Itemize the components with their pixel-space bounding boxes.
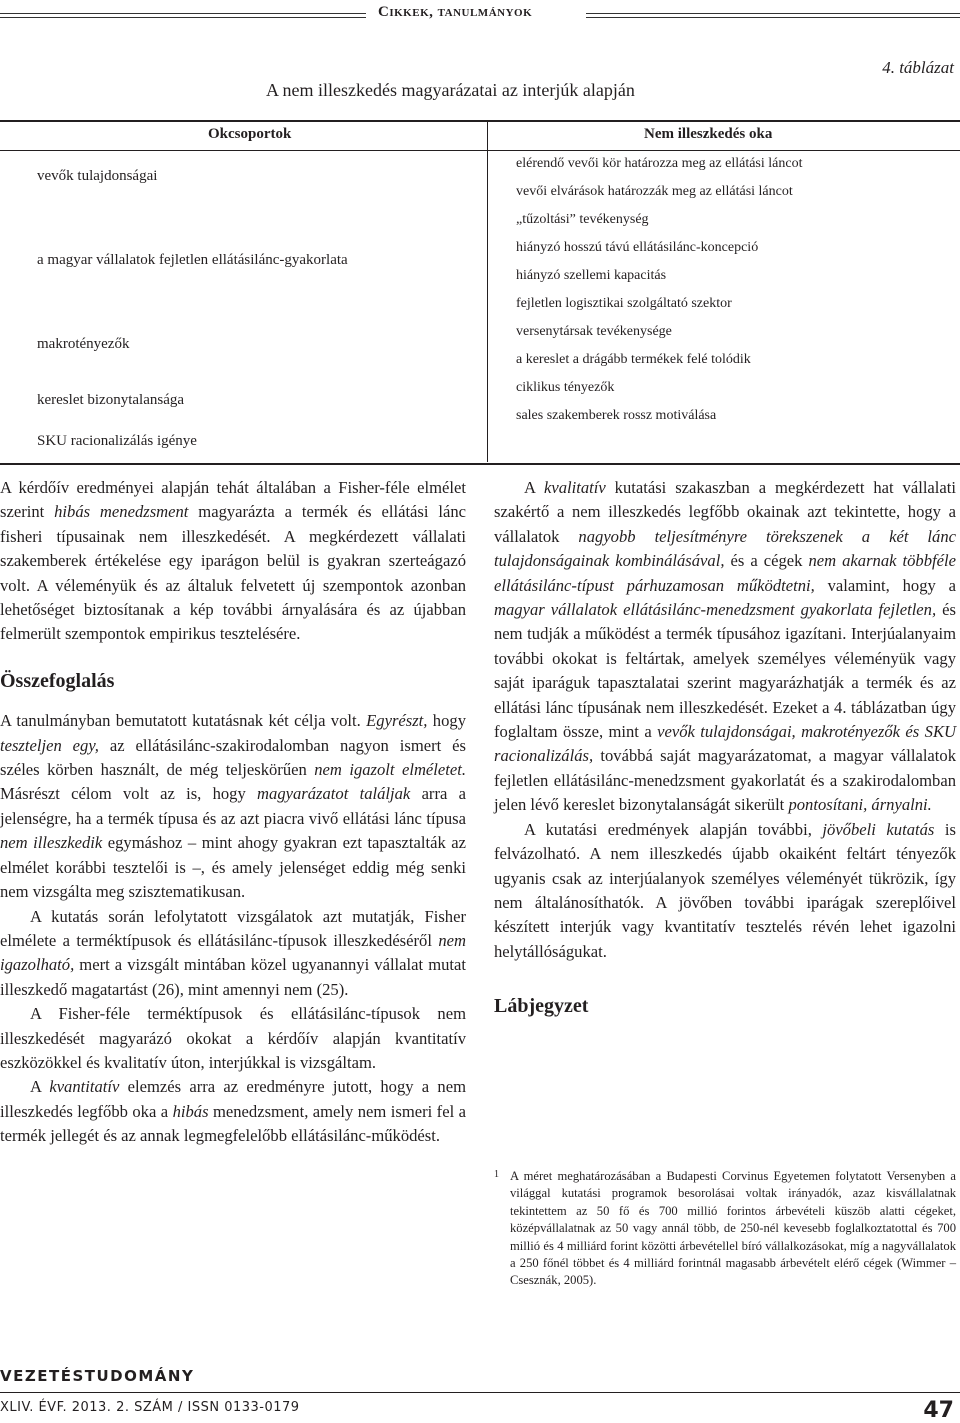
group-cell: vevők tulajdonságai [37, 168, 158, 184]
section-title: Cikkek, tanulmányok [378, 4, 533, 20]
table-label: 4. táblázat [882, 58, 954, 77]
emphasis: jövőbeli kutatás [822, 819, 935, 839]
table-header-rule [0, 150, 960, 151]
emphasis: nem illeszkedik [0, 833, 103, 853]
paragraph: A kvalitatív kutatási szakaszban a megkérdezett hat vállalati szakértő a nem illeszkedés legfőbb okainak azt tekintette, hogy a vállalatok nagyobb teljesítményre törekszenek a két lánc tulajdonságainak kombinálásával, és a cégek nem akarnak többféle ellátásilánc-típust párhuzamosan működtetni, valamint, hogy a magyar vállalatok ellátásilánc-menedzsment gyakorlata fejletlen, és nem tudják a működést a termék típusához igazítani. Interjúalanyaim további okokat is feltártak, amelyek személyes véleményük vagy saját iparáguk tapasztalatai szerint magyarázhatják a termék és az ellátási lánc típusának nem illeszkedését. Ezeket a 4. táblázatban úgy foglaltam össze, mint a vevők tulajdonságai, makrotényezők és SKU racionalizálás, továbbá saját magyarázatomat, a magyar vállalatok fejletlen ellátásilánc-menedzsment gyakorlatát és a szakirodalomban jelen lévő kereslet bizonytalanságát sikerült pontosítani, árnyalni. [494, 478, 956, 815]
reason-cell: „tűzoltási” tevékenység [516, 212, 649, 227]
paragraph: A kvantitatív elemzés arra az eredményre jutott, hogy a nem illeszkedés legfőbb oka a hibás menedzsment, amely nem ismeri fel a termék jellegét és az annak legmegfelelőbb ellátásilánc-működést. [0, 1077, 466, 1146]
group-cell: makrotényezők [37, 336, 130, 352]
col-header-groups: Okcsoportok [208, 126, 292, 142]
emphasis: nagyobb teljesítményre törekszenek a két lánc tulajdonságainak kombinálásával, [494, 526, 956, 571]
left-column [0, 476, 466, 1149]
table-bottom-rule [0, 463, 960, 465]
table-title: A nem illeszkedés magyarázatai az interjúk alapján [266, 80, 635, 100]
emphasis: hibás [172, 1101, 209, 1121]
group-cell: SKU racionalizálás igénye [37, 433, 197, 449]
issue-info: XLIV. ÉVF. 2013. 2. SZÁM / ISSN 0133-0179 [0, 1400, 300, 1415]
header-rule-right [586, 13, 960, 18]
emphasis: nem akarnak többféle ellátásilánc-típust párhuzamosan működtetni, [494, 551, 956, 595]
reason-cell: vevői elvárások határozzák meg az ellátási láncot [516, 184, 793, 199]
reason-cell: a kereslet a drágább termékek felé tolódik [516, 352, 751, 367]
paragraph: A kutatás során lefolytatott vizsgálatok azt mutatják, Fisher elmélete a terméktípusok és ellátásilánc-típusok illeszkedéséről nem igazolható, mert a vizsgált mintában közel ugyanannyi vállalat mutat illeszkedő magatartást (26), mint amennyi nem (25). [0, 906, 466, 999]
group-cell: a magyar vállalatok fejletlen ellátásilánc-gyakorlata [37, 252, 348, 268]
reason-cell: hiányzó szellemi kapacitás [516, 268, 667, 283]
emphasis: kvantitatív [49, 1077, 120, 1097]
emphasis: magyar vállalatok ellátásilánc-menedzsment gyakorlata fejletlen, [494, 600, 937, 620]
emphasis: teszteljen egy, [0, 735, 99, 755]
paragraph: A Fisher-féle terméktípusok és ellátásilánc-típusok nem illeszkedését magyarázó okokat a kérdőív alapján kvantitatív eszközökkel és kvalitatív úton, interjúkkal is vizsgáltam. [0, 1004, 466, 1072]
footnote-heading: Lábjegyzet [494, 995, 589, 1018]
reason-cell: elérendő vevői kör határozza meg az ellátási láncot [516, 156, 803, 171]
paragraph: A kérdőív eredményei alapján tehát általában a Fisher-féle elmélet szerint hibás menedzsment magyarázta a termék és ellátási lánc fisheri típusainak nem illeszkedését. A megkérdezett vállalati szakemberek értékelése egy iparágon belül is gyakran szerteágazó volt. A véleményük és az általuk felvetett új szempontok azonban lehetőséget biztosítanak a kép további árnyalására és az újabban felmerült szempontok empirikus tesztelésére. [0, 478, 466, 644]
footnote [494, 1168, 956, 1290]
paragraph: A tanulmányban bemutatott kutatásnak két célja volt. Egyrészt, hogy teszteljen egy, az ellátásilánc-szakirodalomban nagyon ismert és széles körben használt, de még teljeskörűen nem igazolt elméletet. Másrészt célom volt az is, hogy magyarázatot találjak arra a jelenségre, ha a termék típusa és az azt piacra vivő ellátási lánc típusa nem illeszkedik egymáshoz – mint ahogy gyakran ezt tapasztalták az elmélet korábbi tesztelői is –, és amely jelenséget eddig még senki nem vizsgálta meg szisztematikusan. [0, 711, 467, 902]
emphasis: nem igazolható, [0, 930, 466, 975]
reason-cell: fejletlen logisztikai szolgáltató szektor [516, 296, 732, 311]
right-column [494, 476, 956, 1019]
running-header [0, 4, 960, 24]
col-header-reasons: Nem illeszkedés oka [644, 126, 773, 142]
emphasis: vevők tulajdonságai, makrotényezők és SKU racionalizálás, [494, 722, 956, 766]
footnote-mark: 1 [494, 1169, 499, 1180]
table-divider [487, 122, 488, 462]
section-heading: Összefoglalás [0, 669, 115, 692]
reasons-table [0, 120, 960, 465]
emphasis: Egyrészt, [366, 711, 428, 731]
emphasis: pontosítani, árnyalni. [788, 795, 932, 815]
group-cell: kereslet bizonytalansága [37, 392, 185, 408]
footnote-text: A méret meghatározásában a Budapesti Corvinus Egyetemen folytatott Versenyben a világgal kutatási programok besorolásai voltak irányadók, azaz kisvállalatnak tekintettem az 50 fő és 700 millió forintos árbevételi küszöb alatti cégeket, középvállalatnak az 50 vagy annál több, de 250-nél kevesebb foglalkoztatottal és 700 millió és 4 milliárd forint közötti árbevétellel bíró vállalkozásokat, míg a nagyvállalatok a 250 főnél többet és 4 milliárd forintnál magasabb árbevételt elérő cégek (Wimmer – Csesznák, 2005). [510, 1169, 956, 1288]
reason-cell: sales szakemberek rossz motiválása [516, 408, 717, 423]
table-top-rule [0, 120, 960, 122]
footer-rule [0, 1392, 960, 1393]
paragraph: A kutatási eredmények alapján további, jövőbeli kutatás is felvázolható. A nem illeszkedés újabb okaiként feltárt tényezők ugyanis csak az interjúalanyok személyes véleményét tükrözik, így nem általánosíthatók. A jövőben további iparágak szereplőivel készített interjúk vagy kvantitatív tesztelés révén lehet igazolni helytállóságukat. [494, 819, 956, 961]
header-rule-left [0, 13, 366, 18]
reason-cell: hiányzó hosszú távú ellátásilánc-koncepció [516, 240, 759, 255]
emphasis: hibás menedzsment [54, 502, 189, 522]
emphasis: magyarázatot találjak [257, 784, 411, 804]
emphasis: nem igazolt elméletet. [314, 760, 467, 780]
reason-cell: ciklikus tényezők [516, 380, 615, 395]
page-number: 47 [923, 1398, 954, 1423]
journal-name: VEZETÉSTUDOMÁNY [0, 1367, 195, 1385]
emphasis: kvalitatív [544, 478, 606, 497]
reason-cell: versenytársak tevékenysége [516, 324, 672, 339]
